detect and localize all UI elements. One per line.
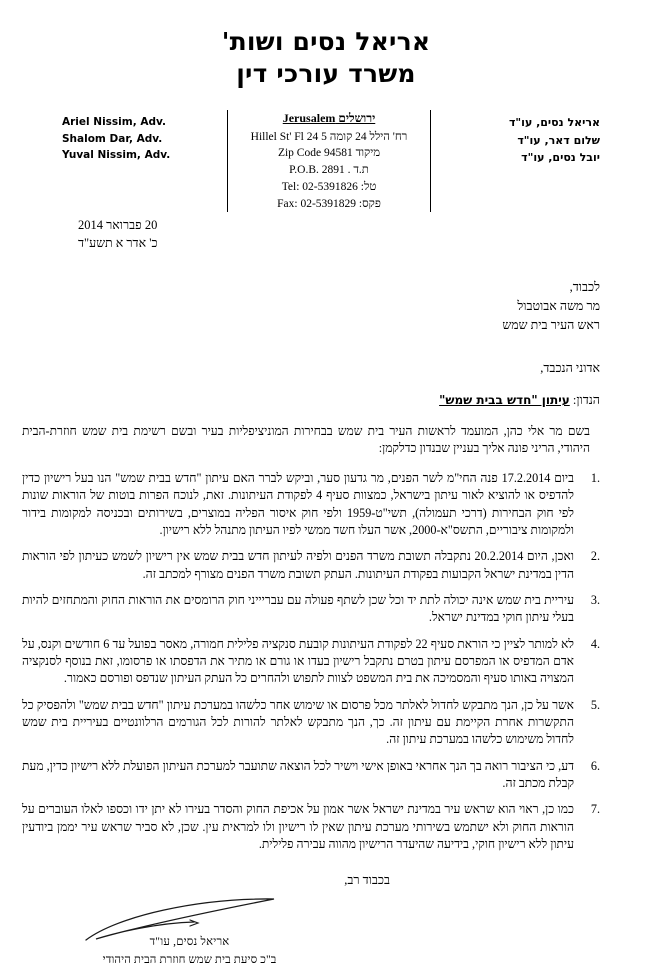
addressee-to: לכבוד, [569, 280, 600, 295]
signer-name: אריאל נסים, עו"ד [149, 936, 230, 949]
address-pob: ת.ד . P.O.B. 2891 [289, 164, 369, 177]
closing-regards [0, 873, 652, 888]
closing-regards-text: בכבוד רב, [344, 873, 390, 888]
addressee-title: ראש העיר בית שמש [502, 317, 600, 332]
clause-item: כמו כן, ראוי הוא שראש עיר במדינת ישראל אשר אמון על אכיפת החוק והסדר בעירו לא יתן ידו וכספו לאלו העוברים על הוראות החוק ולא ישתמש בשירותי מערכת עיתון שאין לו רישיון ולו למראית עין. שכן, לא סביר שראש עיר יממן ביודעין עיתון ללא רישיון חוקי, בידיעה שהיעדר הרישיון מהווה עבירה פלילית. [22, 802, 574, 852]
clause-item: ואכן, היום 20.2.2014 נתקבלה תשובת משרד הפנים ולפיה לעיתון חדש בבית שמש אין רישיון לשמש כעיתון לפי הוראות הדין במדינת ישראל הקבועות בפקודת העיתונות. העתק תשובת משרד הפנים מצורף למכתב זה. [22, 549, 574, 581]
attorneys-english [52, 110, 227, 164]
clause-item: דע, כי הציבור רואה בך הנך אחראי באופן אישי וישיר לכל הוצאה שתועבר למערכת העיתון הפועלת ללא רישיון כדין, מעת קבלת מכתב זה. [22, 758, 574, 791]
attorney-he-2: שלום דאר, עו"ד [517, 133, 600, 147]
clause-list [0, 470, 652, 853]
subject-label: הנדון: [572, 392, 600, 407]
letterhead-masthead [0, 0, 652, 90]
intro-paragraph: בשם מר אלי כהן, המועמד לראשות העיר בית שמש בבחירות המוניציפליות בעיר ובשם רשימת בית שמש חוזרת-הבית היהודי, הריני פונה אליך בעניין שבנדון כדלקמן: [22, 423, 590, 455]
attorney-he-3: יובל נסים, עו"ד [521, 151, 600, 165]
attorney-he-1: אריאל נסים, עו"ד [508, 116, 600, 129]
address-fax: פקס: Fax: 02-5391829 [277, 197, 381, 210]
clause-item: עיריית בית שמש אינה יכולה לתת יד וכל שכן לשתף פעולה עם עבריייני חוק הרומסים את הוראות החוק והמתחזים להיות בעלי עיתון חוקי במדינת ישראל. [22, 593, 574, 625]
letterhead-details [0, 110, 652, 210]
salutation: אדוני הנכבד, [540, 360, 600, 375]
addressee-name: מר משה אבוטבול [517, 299, 600, 313]
subject-value: עיתון "חדש בבית שמש" [439, 392, 570, 407]
signer-role: ב"כ סיעת בית שמש חוזרת הבית היהודי [102, 953, 277, 966]
address-street: רח' הילל 24 קומה 5 24 Hillel St' Fl [250, 130, 408, 143]
firm-type: משרד עורכי דין [236, 59, 416, 88]
attorneys-hebrew [431, 110, 606, 167]
date-gregorian: 20 פברואר 2014 [78, 218, 158, 232]
clause-item: אשר על כן, הנך מתבקש לחדול לאלתר מכל פרסום או שימוש אחר כלשהו במערכת עיתון "חדש בבית שמש" ולהפסיק כל התקשרות אחרת הקיימת עם עיתון זה. כך, הנך מתבקש לאלתר להורות לכל הגורמים הרלוונטיים בעיריית בית שמש לחדול משימוש כלשהו במערכת עיתון זה. [22, 697, 574, 747]
address-city: ירושלים Jerusalem [282, 111, 376, 125]
clause-item: לא למותר לציין כי הוראת סעיף 22 לפקודת העיתונות קובעת סנקציה פלילית חמורה, מאסר בפועל עד 6 חודשים וקנס, על אדם המדפיס או המפרסם עיתון בטרם נתקבל רישיון בעדו או גורם או מתיר את הדפסתו או פרסומו, זאת בנוסף לסנקציה המצויה באותו סעיף והמסמיכה את בית המשפט לצוות לתפוש ולהחרים כל העתק העיתון שנדפס ופורסם כאמור. [22, 636, 574, 686]
address-tel: טל: Tel: 02-5391826 [281, 180, 377, 193]
addressee-block [0, 278, 652, 334]
attorney-en-1: Ariel Nissim, Adv. [62, 116, 166, 128]
clause-item: ביום 17.2.2014 פנה החי"מ לשר הפנים, מר גדעון סער, וביקש לברר האם עיתון "חדש בבית שמש" הנו בעל רישיון כדין להדפיס או להוציא לאור עיתון בישראל, כמצוות סעיף 4 לפקודת העיתונות. זאת, לנוכח הפרות בוטות של הוראות שונות לפי חוק הבחירות (דרכי תעמולה), תשי"ט-1959 ולפי חוק איסור הפליה במוצרים, בשירותים ובכניסה למקומות בידור ולמקומות ציבוריים, התשס"א-2000, אשר העלו חשד ממשי לפיו העיתון מתנהל ללא רישיון. [22, 471, 575, 538]
signature-block [0, 902, 652, 970]
address-zip: מיקוד Zip Code 94581 [277, 147, 381, 160]
date-hebrew: כ' אדר א תשע"ד [78, 236, 158, 251]
letter-date [0, 216, 278, 252]
firm-name: אריאל נסים ושות' [221, 27, 431, 56]
attorney-en-3: Yuval Nissim, Adv. [62, 149, 171, 162]
signer-details [82, 934, 297, 969]
office-address [227, 110, 431, 212]
subject-line [0, 393, 652, 408]
attorney-en-2: Shalom Dar, Adv. [62, 132, 163, 145]
